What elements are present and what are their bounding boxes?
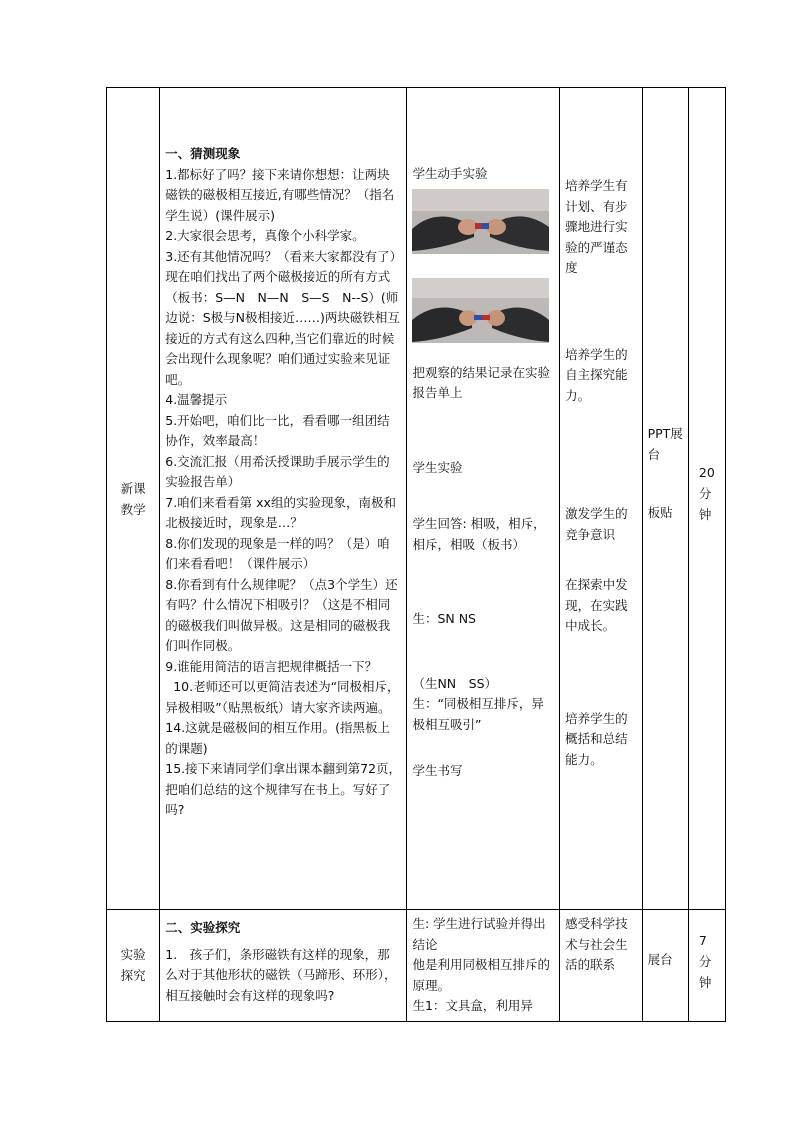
student-text: 生：“同极相互排斥，异极相互吸引” <box>412 696 544 732</box>
content-line: 5.开始吧，咱们比一比，看看哪一组团结协作，效率最高！ <box>165 412 390 448</box>
table-row <box>107 910 726 1022</box>
purpose-text: 激发学生的竞争意识 <box>565 506 628 542</box>
content-line: 1.都标好了吗？接下来请你想想：让两块磁铁的磁极相互接近,有哪些情况？（指名学生说）(课件展示) <box>165 166 395 223</box>
media-text: PPT展台 <box>647 426 683 462</box>
time-cell <box>688 910 725 1022</box>
content-line: 10.老师还可以更简洁表述为“同极相斥，异极相吸”（贴黑板纸）请大家齐读两遍。 <box>165 679 400 715</box>
purpose-text: 培养学生有计划、有步骤地进行实验的严谨态度 <box>565 178 628 275</box>
design-purpose-cell <box>560 910 642 1022</box>
student-text: 学生书写 <box>412 763 463 778</box>
content-line: 2.大家很会思考，真像个小科学家。 <box>165 228 365 243</box>
purpose-text: 培养学生的自主探究能力。 <box>565 346 628 403</box>
teaching-content-cell <box>160 910 407 1022</box>
purpose-text: 培养学生的概括和总结能力。 <box>565 710 628 767</box>
content-line: 7.咱们来看看第 xx组的实验现象，南极和北极接近时，现象是…？ <box>165 494 396 530</box>
media-cell <box>642 910 688 1022</box>
media-text: 板贴 <box>647 505 673 520</box>
hands-magnets-photo <box>412 189 549 254</box>
content-line: 4.温馨提示 <box>165 392 228 407</box>
media-text: 展台 <box>647 952 673 967</box>
lesson-plan-table <box>106 87 726 1022</box>
section-cell <box>107 88 160 910</box>
content-line: 3.还有其他情况吗？（看来大家都没有了）现在咱们找出了两个磁极接近的所有方式（板书：S—N N—N S—S N--S）(师边说：S极与N极相接近……)两块磁铁相互接近的方式有这么四种,当它们靠近的时候会出现什么现象呢？咱们通过实验来见证吧。 <box>165 248 400 387</box>
student-text: 生：SN NS <box>412 611 476 626</box>
time-cell <box>688 88 725 910</box>
hands-magnets-photo <box>412 278 549 343</box>
content-line: 6.交流汇报（用希沃授课助手展示学生的实验报告单） <box>165 453 390 489</box>
student-activity-cell <box>407 910 560 1022</box>
purpose-text: 在探索中发现，在实践中成长。 <box>565 577 628 633</box>
heading: 一、猜测现象 <box>165 146 241 161</box>
media-cell <box>642 88 688 910</box>
student-text: 学生动手实验 <box>412 166 488 181</box>
teaching-content-cell <box>160 88 407 910</box>
student-text: 学生实验 <box>412 459 463 475</box>
student-activity-cell <box>407 88 560 910</box>
student-text: 学生回答: 相吸，相斥，相斥，相吸（板书） <box>412 516 546 552</box>
time-text: 20分钟 <box>698 465 715 522</box>
content-line: 8.你们发现的现象是一样的吗？（是）咱们来看看吧！（课件展示） <box>165 535 390 571</box>
content-line: 1. 孩子们，条形磁铁有这样的现象，那么对于其他形状的磁铁（马蹄形、环形），相互接触时会有这样的现象吗? <box>165 946 397 1003</box>
section-label: 实验探究 <box>120 947 146 984</box>
student-text: （生NN SS） <box>412 675 498 691</box>
section-label: 新课教学 <box>120 480 146 517</box>
design-purpose-cell <box>560 88 642 910</box>
purpose-text: 感受科学技术与社会生活的联系 <box>565 916 628 972</box>
content-line: 14.这就是磁极间的相互作用。(指黑板上的课题) <box>165 720 391 756</box>
table-row <box>107 88 726 910</box>
content-line: 15.接下来请同学们拿出课本翻到第72页，把咱们总结的这个规律写在书上。写好了吗? <box>165 761 402 817</box>
section-cell <box>107 910 160 1022</box>
content-line: 8.你看到有什么规律呢？（点3个学生）还有吗？什么情况下相吸引？（这是不相同的磁极我们叫做异极。这是相同的磁极我们叫作同极。 <box>165 576 398 653</box>
heading: 二、实验探究 <box>165 920 241 935</box>
student-text: 把观察的结果记录在实验报告单上 <box>412 364 550 400</box>
student-text: 生: 学生进行试验并得出结论 他是利用同极相互排斥的原理。 生1：文具盒，利用异 <box>412 916 550 1013</box>
content-line: 9.谁能用简洁的语言把规律概括一下？ <box>165 658 378 674</box>
time-text: 7分钟 <box>698 933 712 990</box>
